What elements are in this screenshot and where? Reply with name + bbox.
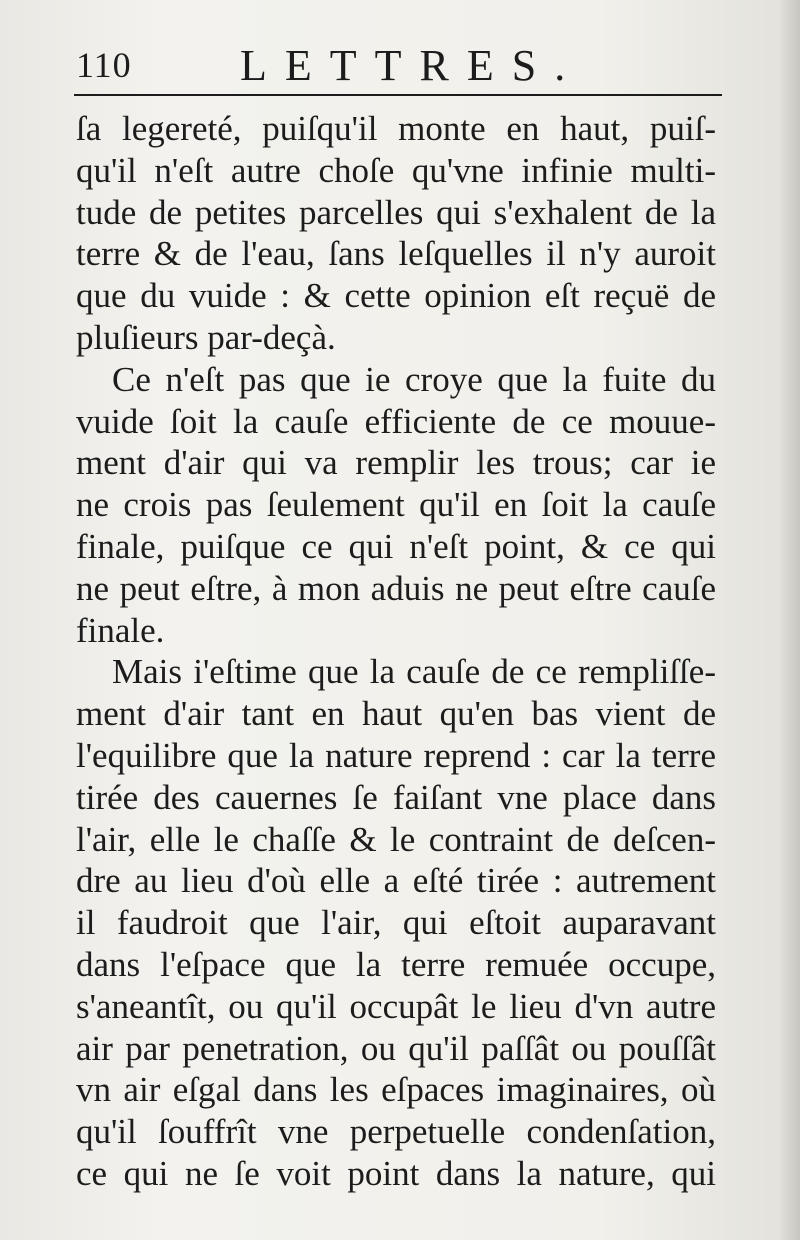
text-line: que du vuide : & cette opinion eſt reçuë de: [76, 276, 716, 316]
text-line: vn air eſgal dans les eſpaces imaginaires, où: [76, 1070, 716, 1110]
page-header: [76, 40, 724, 90]
header-rule: [74, 94, 722, 96]
paragraph-last-line: finale.: [76, 610, 165, 650]
text-line: ment d'air tant en haut qu'en bas vient de: [76, 694, 716, 734]
text-line: dans l'eſpace que la terre remuée occupe,: [76, 944, 716, 984]
text-line: air par penetration, ou qu'il paſſât ou pouſſât: [76, 1028, 716, 1068]
text-line: tirée des cauernes ſe faiſant vne place dans: [76, 777, 716, 817]
text-line: l'equilibre que la nature reprend : car la terre: [76, 735, 716, 775]
paragraph-first-line: Ce n'eſt pas que ie croye que la fuite du: [112, 359, 716, 399]
page-number: 110: [76, 45, 132, 85]
text-line: ment d'air qui va remplir les trous; car ie: [76, 443, 716, 483]
text-line: vuide ſoit la cauſe efficiente de ce mouue-: [76, 401, 716, 441]
text-line: qu'il n'eſt autre choſe qu'vne infinie multi-: [76, 150, 716, 190]
text-line: ſa legereté, puiſqu'il monte en haut, puiſ-: [76, 109, 716, 148]
text-line: finale, puiſque ce qui n'eſt point, & ce qui: [76, 526, 716, 566]
running-head: LETTRES.: [240, 41, 584, 90]
body-text: [76, 108, 716, 1195]
text-line: s'aneantît, ou qu'il occupât le lieu d'vn autre: [76, 986, 716, 1026]
text-line: l'air, elle le chaſſe & le contraint de deſcen-: [76, 819, 716, 859]
text-line: tude de petites parcelles qui s'exhalent de la: [76, 192, 716, 232]
paragraph-first-line: Mais i'eſtime que la cauſe de ce rempliſſe-: [112, 652, 716, 692]
text-line: qu'il ſouffrît vne perpetuelle condenſation,: [76, 1112, 716, 1152]
text-line: ce qui ne ſe voit point dans la nature, qui: [76, 1153, 716, 1193]
page-edge-shadow: [778, 0, 800, 1240]
text-line: terre & de l'eau, ſans leſquelles il n'y auroit: [76, 234, 716, 274]
text-line: ne crois pas ſeulement qu'il en ſoit la cauſe: [76, 485, 716, 525]
paragraph-last-line: pluſieurs par-deçà.: [76, 317, 336, 357]
text-line: ne peut eſtre, à mon aduis ne peut eſtre cauſe: [76, 568, 716, 608]
text-line: il faudroit que l'air, qui eſtoit auparavant: [76, 903, 716, 943]
text-line: dre au lieu d'où elle a eſté tirée : autrement: [76, 861, 716, 901]
